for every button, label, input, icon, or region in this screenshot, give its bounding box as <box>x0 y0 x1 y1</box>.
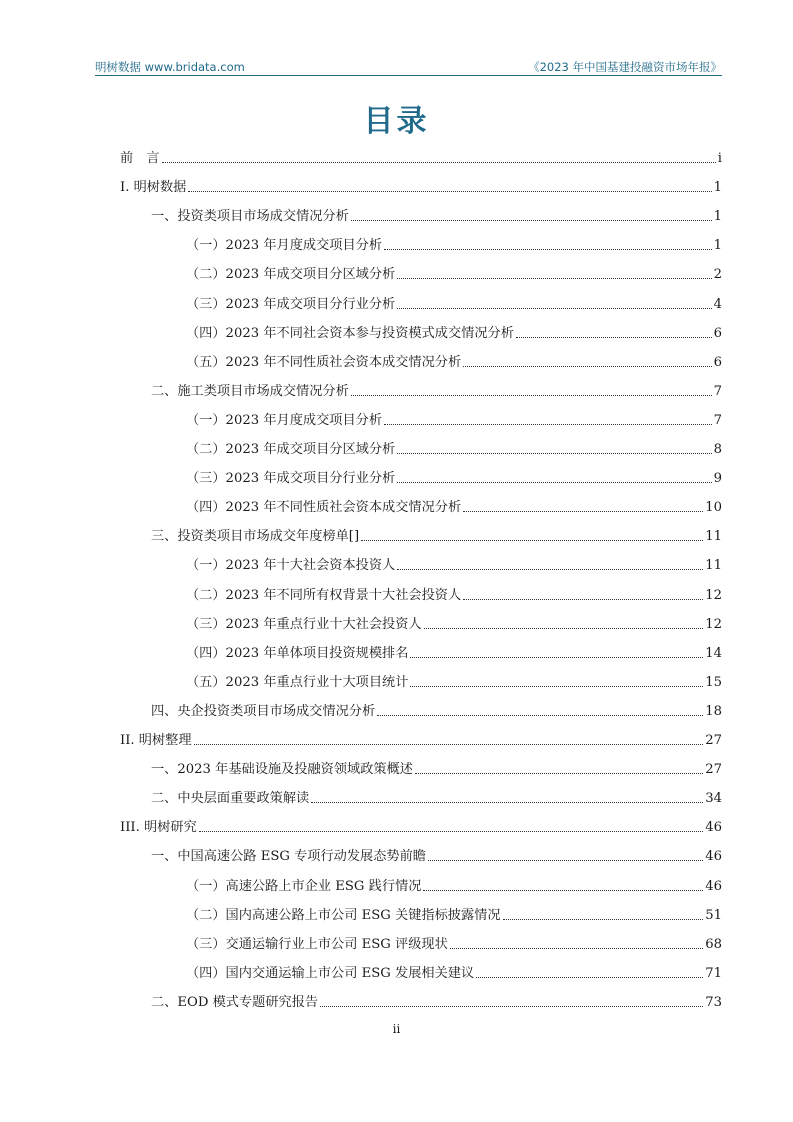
toc-entry-title: 一、2023 年基础设施及投融资领域政策概述 <box>151 762 413 778</box>
header-right-text: 《2023 年中国基建投融资市场年报》 <box>528 60 722 74</box>
toc-entry-title: （五）2023 年不同性质社会资本成交情况分析 <box>186 354 462 370</box>
toc-entry[interactable] <box>186 554 722 574</box>
toc-entry-page: 71 <box>705 965 722 981</box>
toc-entry-page: 11 <box>705 558 722 574</box>
toc-entry[interactable] <box>186 875 722 895</box>
toc-dot-leader <box>397 278 711 279</box>
toc-entry-page: 1 <box>713 209 722 225</box>
toc-entry[interactable] <box>186 293 722 313</box>
toc-entry[interactable] <box>186 496 722 516</box>
toc-dot-leader <box>194 744 704 745</box>
toc-dot-leader <box>397 453 711 454</box>
toc-entry-title: （二）2023 年成交项目分区域分析 <box>186 267 396 283</box>
toc-entry-page: 2 <box>713 267 722 283</box>
toc-entry[interactable] <box>120 816 722 836</box>
toc-entry-page: 6 <box>713 354 722 370</box>
toc-entry-page: 10 <box>705 500 722 516</box>
toc-dot-leader <box>463 599 703 600</box>
toc-entry-title: （四）2023 年单体项目投资规模排名 <box>186 645 409 661</box>
toc-dot-leader <box>320 1006 703 1007</box>
toc-entry-page: 51 <box>705 907 722 923</box>
toc-entry-page: 12 <box>705 587 722 603</box>
toc-entry-title: I. 明树数据 <box>120 180 187 196</box>
toc-entry[interactable] <box>120 147 722 167</box>
toc-entry[interactable] <box>151 380 722 400</box>
toc-entry-title: （四）2023 年不同性质社会资本成交情况分析 <box>186 500 462 516</box>
toc-entry-page: 8 <box>713 442 722 457</box>
toc-entry-title: （一）2023 年月度成交项目分析 <box>186 238 383 254</box>
toc-entry-page: 9 <box>713 471 722 487</box>
toc-entry-page: 4 <box>713 296 722 312</box>
toc-dot-leader <box>397 308 711 309</box>
toc-entry-title: （一）2023 年月度成交项目分析 <box>186 412 383 428</box>
toc-entry[interactable] <box>186 351 722 371</box>
toc-dot-leader <box>397 569 703 570</box>
toc-dot-leader <box>377 715 703 716</box>
toc-entry[interactable] <box>186 642 722 662</box>
toc-entry[interactable] <box>186 933 722 953</box>
toc-entry[interactable] <box>151 525 722 545</box>
toc-entry[interactable] <box>186 467 722 487</box>
toc-entry-page: 46 <box>705 849 722 865</box>
toc-entry-title: （四）2023 年不同社会资本参与投资模式成交情况分析 <box>186 325 514 341</box>
toc-entry-title: 四、央企投资类项目市场成交情况分析 <box>151 703 376 719</box>
toc-entry-title: 二、施工类项目市场成交情况分析 <box>151 383 349 399</box>
toc-entry-title: （二）国内高速公路上市公司 ESG 关键指标披露情况 <box>186 907 501 923</box>
toc-entry-page: 7 <box>713 383 722 399</box>
toc-entry[interactable] <box>186 409 722 429</box>
toc-entry-page: 14 <box>705 645 722 661</box>
toc-entry-title: 一、中国高速公路 ESG 专项行动发展态势前瞻 <box>151 849 426 865</box>
toc-entry[interactable] <box>151 205 722 225</box>
toc-entry-title: （三）2023 年重点行业十大社会投资人 <box>186 616 422 632</box>
toc-entry-title: （二）2023 年不同所有权背景十大社会投资人 <box>186 587 462 603</box>
toc-entry-page: 6 <box>713 325 722 341</box>
toc-dot-leader <box>351 220 712 221</box>
toc-entry-title: 前 言 <box>120 151 160 166</box>
toc-entry-title: （四）国内交通运输上市公司 ESG 发展相关建议 <box>186 965 475 981</box>
toc-dot-leader <box>503 919 704 920</box>
toc-entry-title: 三、投资类项目市场成交年度榜单[] <box>151 529 360 545</box>
toc-entry[interactable] <box>186 584 722 604</box>
toc-entry[interactable] <box>186 613 722 633</box>
toc-entry-title: （三）2023 年成交项目分行业分析 <box>186 471 396 487</box>
toc-dot-leader <box>162 162 716 163</box>
toc-dot-leader <box>384 424 712 425</box>
toc-entry-title: III. 明树研究 <box>120 820 197 836</box>
toc-entry[interactable] <box>186 438 722 458</box>
toc-entry[interactable] <box>186 904 722 924</box>
header-left-text: 明树数据 www.bridata.com <box>95 60 245 74</box>
toc-dot-leader <box>361 540 703 541</box>
toc-dot-leader <box>410 657 703 658</box>
toc-entry-page: 7 <box>713 412 722 428</box>
toc-dot-leader <box>410 686 703 687</box>
toc-dot-leader <box>351 395 712 396</box>
toc-dot-leader <box>397 482 711 483</box>
toc-entry-title: （三）交通运输行业上市公司 ESG 评级现状 <box>186 936 448 952</box>
toc-entry[interactable] <box>151 787 722 807</box>
toc-entry-page: 1 <box>713 238 722 254</box>
toc-dot-leader <box>199 831 703 832</box>
page-number: ii <box>392 1022 401 1036</box>
toc-entry[interactable] <box>186 962 722 982</box>
toc-entry-title: 一、投资类项目市场成交情况分析 <box>151 209 349 225</box>
toc-entry-page: 1 <box>713 180 722 196</box>
toc-entry-page: 27 <box>705 762 722 778</box>
toc-dot-leader <box>516 337 712 338</box>
toc-entry-page: 27 <box>705 733 722 748</box>
toc-entry-page: 34 <box>705 791 722 807</box>
toc-entry[interactable] <box>186 234 722 254</box>
toc-entry-page: 68 <box>705 936 722 952</box>
toc-entry-page: 46 <box>705 878 722 894</box>
toc-dot-leader <box>450 948 703 949</box>
toc-entry[interactable] <box>151 845 722 865</box>
toc-dot-leader <box>423 890 703 891</box>
toc-entry-page: 73 <box>705 994 722 1010</box>
toc-entry[interactable] <box>186 263 722 283</box>
toc-entry-title: （三）2023 年成交项目分行业分析 <box>186 296 396 312</box>
toc-entry-page: 15 <box>705 674 722 690</box>
toc-entry-page: 12 <box>705 616 722 632</box>
toc-entry-page: 46 <box>705 820 722 836</box>
toc-entry-page: 18 <box>705 703 722 719</box>
toc-entry[interactable] <box>120 729 722 749</box>
toc-entry-title: （一）高速公路上市企业 ESG 践行情况 <box>186 878 422 894</box>
toc-entry[interactable] <box>151 758 722 778</box>
toc-dot-leader <box>384 249 712 250</box>
toc-dot-leader <box>188 191 711 192</box>
toc-entry-title: 二、EOD 模式专题研究报告 <box>151 994 319 1010</box>
toc-dot-leader <box>428 860 703 861</box>
toc-dot-leader <box>415 773 703 774</box>
toc-dot-leader <box>476 977 703 978</box>
toc-entry-page: 11 <box>705 529 722 545</box>
toc-entry[interactable] <box>120 176 722 196</box>
toc-entry[interactable] <box>151 700 722 720</box>
toc-entry-title: 二、中央层面重要政策解读 <box>151 791 310 807</box>
toc-dot-leader <box>311 802 703 803</box>
toc-entry[interactable] <box>186 671 722 691</box>
toc-entry-title: （二）2023 年成交项目分区域分析 <box>186 442 396 457</box>
toc-entry[interactable] <box>151 991 722 1011</box>
toc-entry-title: （五）2023 年重点行业十大项目统计 <box>186 674 409 690</box>
toc-entry-title: （一）2023 年十大社会资本投资人 <box>186 558 396 574</box>
page-title: 目录 <box>363 104 430 139</box>
toc-dot-leader <box>463 366 711 367</box>
toc-entry-page: i <box>717 151 722 166</box>
toc-dot-leader <box>424 628 704 629</box>
toc-dot-leader <box>463 511 703 512</box>
toc-entry[interactable] <box>186 322 722 342</box>
page-header <box>95 58 722 76</box>
toc-entry-title: II. 明树整理 <box>120 733 192 748</box>
